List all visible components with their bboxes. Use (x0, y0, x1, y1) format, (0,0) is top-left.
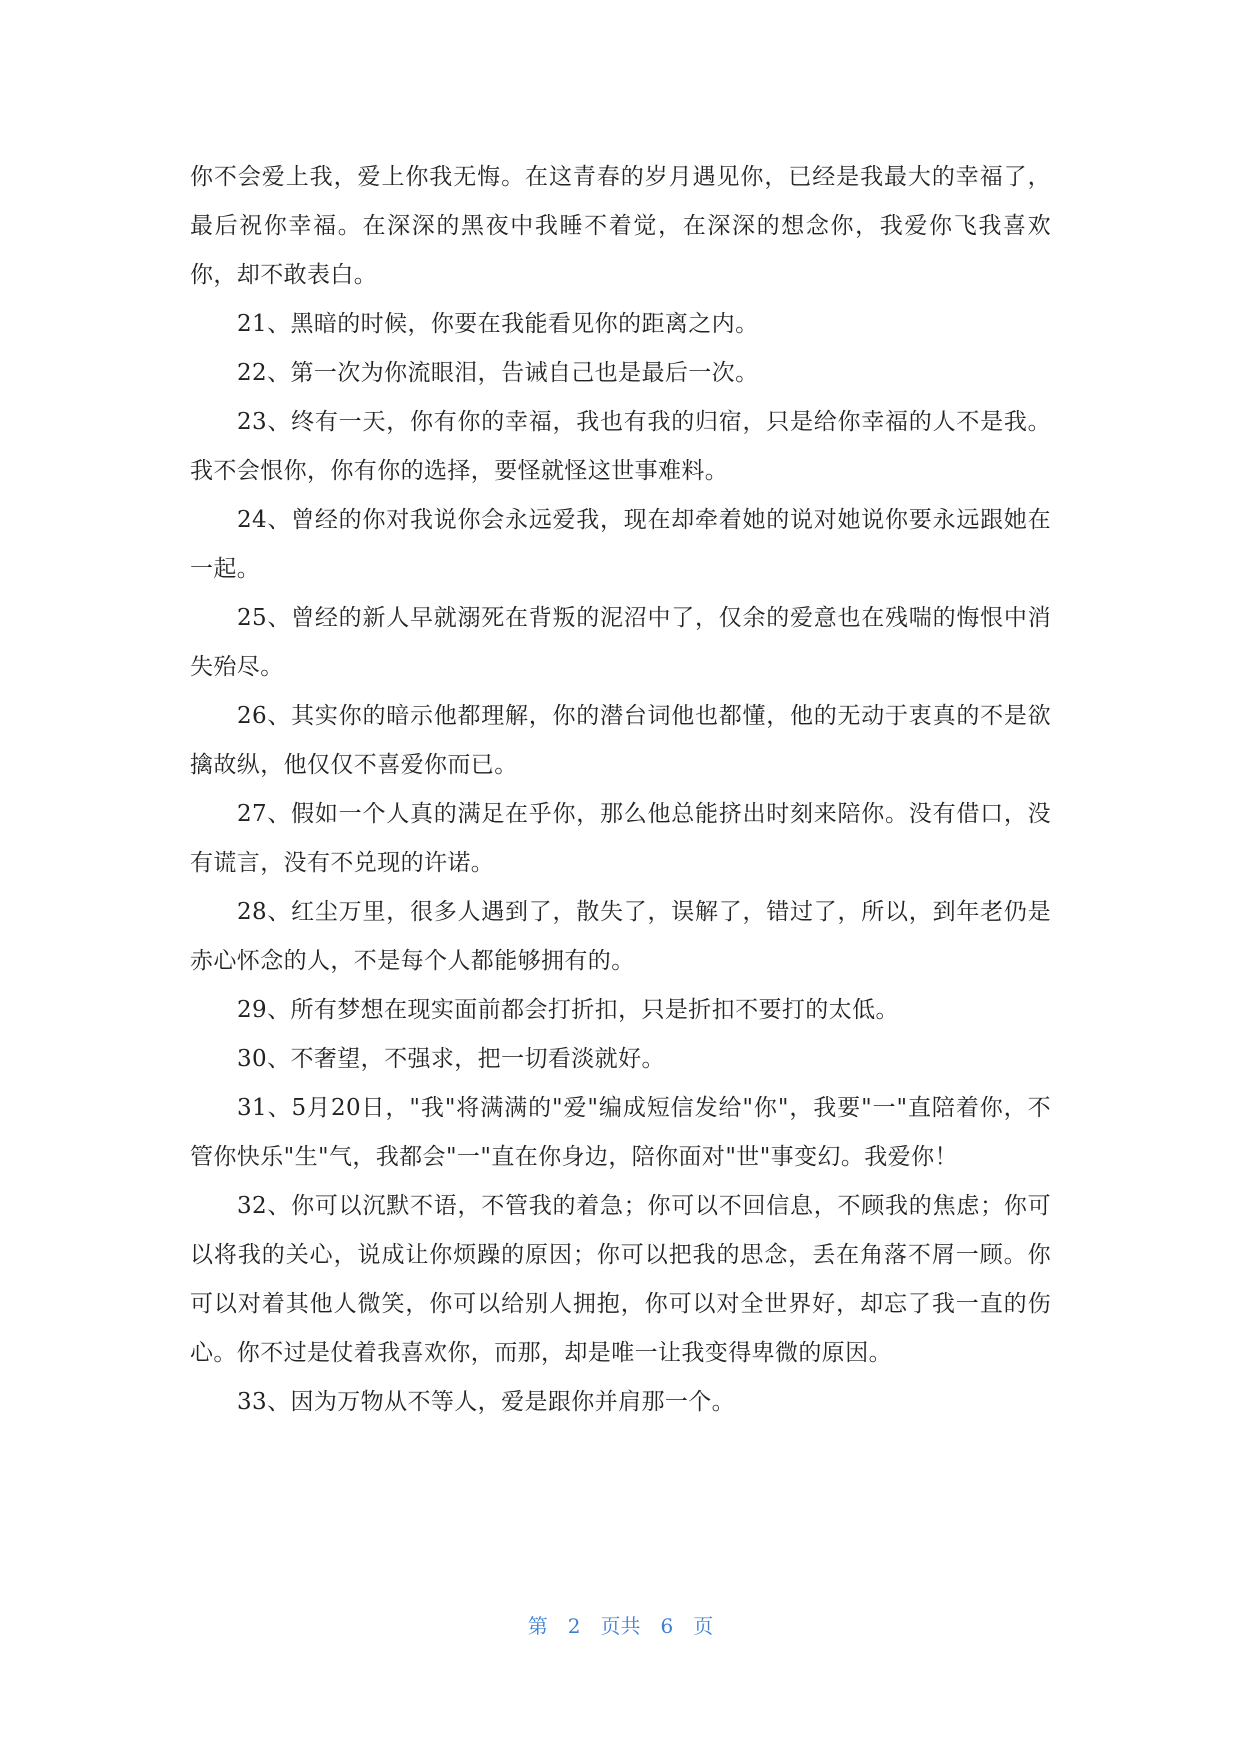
paragraph-item-24: 24、曾经的你对我说你会永远爱我，现在却牵着她的说对她说你要永远跟她在一起。 (190, 507, 1051, 582)
paragraph-item-27: 27、假如一个人真的满足在乎你，那么他总能挤出时刻来陪你。没有借口，没有谎言，没有不兑现的许诺。 (190, 801, 1051, 876)
paragraph-item-25: 25、曾经的新人早就溺死在背叛的泥沼中了，仅余的爱意也在残喘的悔恨中消失殆尽。 (190, 605, 1051, 680)
paragraph-item-29: 29、所有梦想在现实面前都会打折扣，只是折扣不要打的太低。 (237, 997, 899, 1023)
paragraph-item-31: 31、5月20日，"我"将满满的"爱"编成短信发给"你"，我要"一"直陪着你，不管你快乐"生"气，我都会"一"直在你身边，陪你面对"世"事变幻。我爱你！ (190, 1095, 1051, 1170)
footer-page-total: 6 (660, 1614, 674, 1638)
footer-end-word: 页 (693, 1614, 714, 1638)
page-footer (0, 1610, 1241, 1639)
paragraph-item-30: 30、不奢望，不强求，把一切看淡就好。 (237, 1046, 665, 1072)
paragraph-item-23: 23、终有一天，你有你的幸福，我也有我的归宿，只是给你幸福的人不是我。我不会恨你，你有你的选择，要怪就怪这世事难料。 (190, 409, 1051, 484)
paragraph-item-32: 32、你可以沉默不语，不管我的着急；你可以不回信息，不顾我的焦虑；你可以将我的关心，说成让你烦躁的原因；你可以把我的思念，丢在角落不屑一顾。你可以对着其他人微笑，你可以给别人拥抱，你可以对全世界好，却忘了我一直的伤心。你不过是仗着我喜欢你，而那，却是唯一让我变得卑微的原因。 (190, 1193, 1051, 1366)
paragraph-item-22: 22、第一次为你流眼泪，告诫自己也是最后一次。 (237, 360, 759, 386)
paragraph-continuation: 你不会爱上我，爱上你我无悔。在这青春的岁月遇见你，已经是我最大的幸福了，最后祝你幸福。在深深的黑夜中我睡不着觉，在深深的想念你，我爱你飞我喜欢你，却不敢表白。 (190, 164, 1051, 288)
paragraph-item-33: 33、因为万物从不等人，爱是跟你并肩那一个。 (237, 1389, 736, 1415)
paragraph-item-26: 26、其实你的暗示他都理解，你的潜台词他也都懂，他的无动于衷真的不是欲擒故纵，他仅仅不喜爱你而已。 (190, 703, 1051, 778)
footer-total-word: 页共 (600, 1614, 641, 1638)
document-body (190, 153, 1051, 1427)
paragraph-item-21: 21、黑暗的时候，你要在我能看见你的距离之内。 (237, 311, 759, 337)
paragraph-item-28: 28、红尘万里，很多人遇到了，散失了，误解了，错过了，所以，到年老仍是赤心怀念的人，不是每个人都能够拥有的。 (190, 899, 1051, 974)
footer-page-word: 第 (527, 1614, 548, 1638)
footer-page-number: 2 (567, 1614, 581, 1638)
